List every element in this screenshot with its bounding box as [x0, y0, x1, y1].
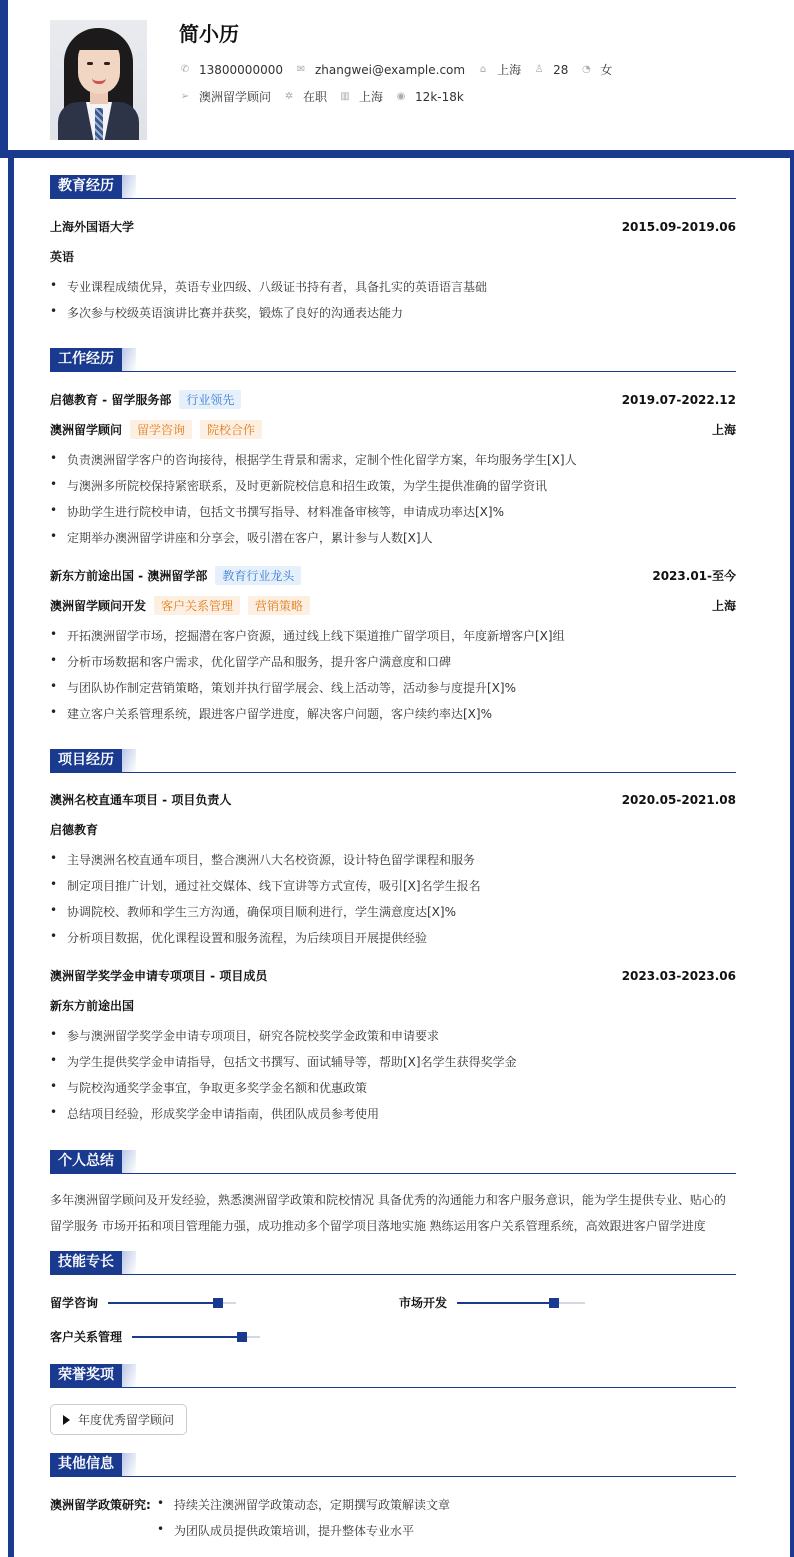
skills-section: [50, 1251, 736, 1344]
major-row: [50, 248, 736, 265]
list-item: • 主导澳洲名校直通车项目，整合澳洲八大名校资源，设计特色留学课程和服务: [50, 851, 475, 868]
target-city-value: 上海: [359, 90, 384, 104]
list-item: • 分析项目数据，优化课程设置和服务流程，为后续项目开展提供经验: [50, 929, 427, 946]
phone-icon: ✆: [180, 63, 190, 75]
section-header: [50, 1364, 736, 1388]
section-header: [50, 175, 736, 199]
section-title: 荣誉奖项: [50, 1364, 122, 1387]
send-icon: ➢: [180, 90, 190, 102]
section-header: [50, 1150, 736, 1174]
list-item: • 与澳洲多所院校保持紧密联系，及时更新院校信息和招生政策，为学生提供准确的留学资讯: [50, 477, 547, 494]
gear-icon: ✲: [284, 90, 294, 102]
skill-item: [50, 1328, 260, 1345]
money-icon: ◉: [396, 90, 406, 102]
mail-icon: ✉: [296, 63, 306, 75]
section-header: [50, 1453, 736, 1477]
list-item: • 开拓澳洲留学市场，挖掘潜在客户资源，通过线上线下渠道推广留学项目，年度新增客户[X]组: [50, 627, 565, 644]
list-item: • 持续关注澳洲留学政策动态，定期撰写政策解读文章: [157, 1496, 450, 1513]
phone-item: [179, 63, 283, 77]
role-tag: 客户关系管理: [154, 596, 240, 615]
right-border: [790, 158, 794, 1557]
salary-value: 12k-18k: [415, 89, 464, 104]
work-section: [50, 348, 736, 721]
award-name: 年度优秀留学顾问: [78, 1413, 175, 1427]
building-icon: ▥: [340, 90, 350, 102]
candidate-name: 简小历: [179, 22, 239, 46]
intent-row: [179, 88, 476, 105]
age-item: [533, 63, 568, 77]
projects-section: [50, 749, 736, 1121]
list-item: • 协调院校、教师和学生三方沟通，确保项目顺利进行，学生满意度达[X]%: [50, 903, 456, 920]
project-period: 2020.05-2021.08: [621, 792, 736, 807]
job-role-row: [50, 596, 736, 615]
role-tag: 留学咨询: [130, 420, 192, 439]
list-item: • 与团队协作制定营销策略，策划并执行留学展会、线上活动等，活动参与度提升[X]%: [50, 679, 516, 696]
school-name: 上海外国语大学: [50, 220, 135, 234]
city-value: 上海: [497, 63, 522, 77]
phone-value: 13800000000: [199, 62, 283, 77]
job-location: 上海: [711, 423, 736, 437]
summary-section: [50, 1150, 736, 1233]
skill-bar: [108, 1302, 236, 1304]
project-name: 澳洲留学奖学金申请专项项目 - 项目成员: [50, 969, 268, 983]
age-icon: ♙: [534, 63, 544, 75]
job-header-row: [50, 566, 736, 585]
age-value: 28: [553, 62, 569, 77]
education-period: 2015.09-2019.06: [621, 219, 736, 234]
salary-item: [395, 90, 464, 104]
section-title: 教育经历: [50, 175, 122, 198]
project-period: 2023.03-2023.06: [621, 968, 736, 983]
contact-row: [179, 61, 624, 78]
skill-name: 留学咨询: [50, 1296, 99, 1310]
target-city-item: [339, 88, 383, 105]
project-org-row: [50, 997, 736, 1014]
list-item: • 参与澳洲留学奖学金申请专项项目，研究各院校奖学金政策和申请要求: [50, 1027, 439, 1044]
city-item: [477, 61, 521, 78]
skill-bar: [132, 1336, 260, 1338]
home-icon: ⌂: [479, 63, 487, 75]
list-item: • 负责澳洲留学客户的咨询接待，根据学生背景和需求，定制个性化留学方案，年均服务学生[X]人: [50, 451, 577, 468]
job-target-value: 澳洲留学顾问: [199, 90, 272, 104]
project-org: 新东方前途出国: [50, 999, 135, 1013]
status-value: 在职: [303, 90, 328, 104]
gender-value: 女: [600, 63, 613, 77]
email-value: zhangwei@example.com: [314, 62, 466, 77]
list-item: • 为团队成员提供政策培训，提升整体专业水平: [157, 1522, 414, 1539]
play-icon: [63, 1415, 70, 1425]
section-header: [50, 749, 736, 773]
list-item: • 为学生提供奖学金申请指导，包括文书撰写、面试辅导等，帮助[X]名学生获得奖学金: [50, 1053, 517, 1070]
project-header-row: [50, 791, 736, 808]
section-title: 项目经历: [50, 749, 122, 772]
list-item: • 总结项目经验，形成奖学金申请指南，供团队成员参考使用: [50, 1105, 379, 1122]
skill-name: 客户关系管理: [50, 1330, 123, 1344]
company-tag: 教育行业龙头: [215, 566, 301, 585]
gender-icon: ◔: [582, 63, 591, 75]
skill-item: [399, 1294, 585, 1311]
list-item: • 协助学生进行院校申请，包括文书撰写指导、材料准备审核等，申请成功率达[X]%: [50, 503, 504, 520]
gender-item: [580, 61, 612, 78]
job-role: 澳洲留学顾问: [50, 423, 123, 437]
project-org-row: [50, 821, 736, 838]
left-border: [8, 150, 14, 1557]
section-title: 个人总结: [50, 1150, 122, 1173]
other-section: [50, 1453, 736, 1538]
summary-text: 多年澳洲留学顾问及开发经验，熟悉澳洲留学政策和院校情况 具备优秀的沟通能力和客户服务意识，能为学生提供专业、贴心的留学服务 市场开拓和项目管理能力强，成功推动多个留学项目落地实施 熟练运用客户关系管理系统，高效跟进客户留学进度: [50, 1193, 726, 1233]
skill-bar: [457, 1302, 585, 1304]
skill-item: [50, 1294, 236, 1311]
section-title: 工作经历: [50, 348, 122, 371]
skill-name: 市场开发: [399, 1296, 448, 1310]
section-title: 其他信息: [50, 1453, 122, 1476]
list-item: • 制定项目推广计划，通过社交媒体、线下宣讲等方式宣传，吸引[X]名学生报名: [50, 877, 481, 894]
section-title: 技能专长: [50, 1251, 122, 1274]
education-row: [50, 218, 736, 235]
project-name: 澳洲名校直通车项目 - 项目负责人: [50, 793, 232, 807]
company-tag: 行业领先: [179, 390, 241, 409]
awards-section: [50, 1364, 736, 1427]
role-tag: 院校合作: [200, 420, 262, 439]
section-header: [50, 1251, 736, 1275]
avatar: [50, 20, 147, 140]
list-item: • 分析市场数据和客户需求，优化留学产品和服务，提升客户满意度和口碑: [50, 653, 451, 670]
job-target-item: [179, 88, 271, 105]
email-item: [295, 63, 465, 77]
job-role: 澳洲留学顾问开发: [50, 599, 147, 613]
list-item: • 建立客户关系管理系统，跟进客户留学进度，解决客户问题，客户续约率达[X]%: [50, 705, 492, 722]
award-item[interactable]: [50, 1404, 187, 1435]
job-period: 2023.01-至今: [652, 569, 736, 583]
education-section: [50, 175, 736, 320]
project-header-row: [50, 967, 736, 984]
list-item: • 定期举办澳洲留学讲座和分享会，吸引潜在客户，累计参与人数[X]人: [50, 529, 433, 546]
major: 英语: [50, 250, 75, 264]
company-name: 新东方前途出国 - 澳洲留学部: [50, 569, 208, 583]
project-org: 启德教育: [50, 823, 99, 837]
list-item: • 专业课程成绩优异，英语专业四级、八级证书持有者，具备扎实的英语语言基础: [50, 278, 487, 295]
other-label: 澳洲留学政策研究:: [50, 1498, 151, 1512]
status-item: [283, 88, 327, 105]
job-header-row: [50, 390, 736, 409]
job-location: 上海: [711, 599, 736, 613]
job-period: 2019.07-2022.12: [621, 392, 736, 407]
job-role-row: [50, 420, 736, 439]
section-header: [50, 348, 736, 372]
company-name: 启德教育 - 留学服务部: [50, 393, 172, 407]
role-tag: 营销策略: [248, 596, 310, 615]
list-item: • 多次参与校级英语演讲比赛并获奖，锻炼了良好的沟通表达能力: [50, 304, 403, 321]
list-item: • 与院校沟通奖学金事宜，争取更多奖学金名额和优惠政策: [50, 1079, 367, 1096]
